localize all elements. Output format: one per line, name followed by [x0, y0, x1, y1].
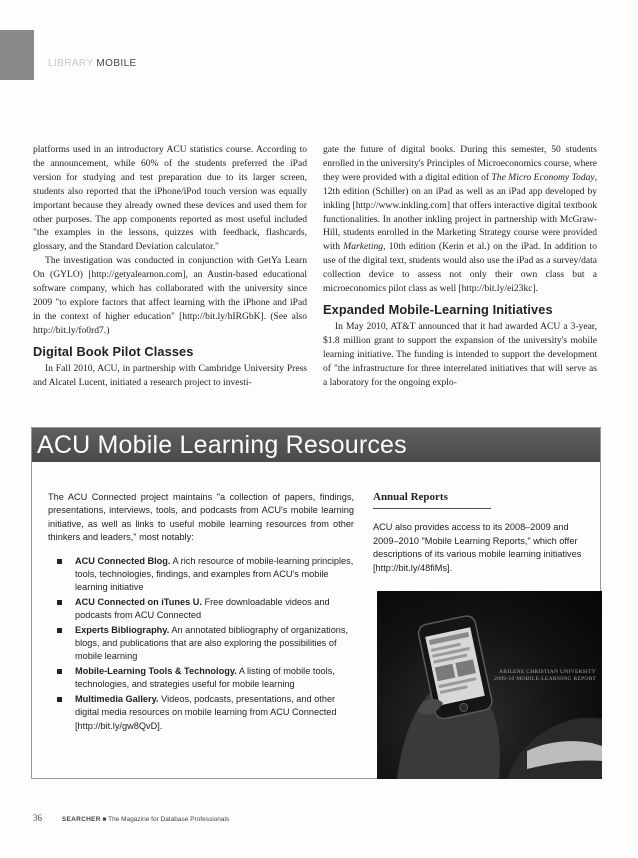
running-head — [48, 58, 137, 69]
list-item: Multimedia Gallery. Videos, podcasts, presentations, and other digital media resources on mobile learning from ACU Connected [http://bit.ly/gw8QvD]. — [75, 693, 354, 733]
list-item: Mobile-Learning Tools & Technology. A listing of mobile tools, technologies, and strategies useful for mobile learning — [75, 665, 354, 692]
annual-reports-text: ACU also provides access to its 2008–2009 and 2009–2010 "Mobile Learning Reports," which offer descriptions of its various mobile learning initiatives [http://bit.ly/48fiMs]. — [373, 522, 582, 573]
page-footer — [33, 813, 229, 823]
section-tab-marker — [0, 30, 34, 80]
annual-reports — [373, 491, 585, 575]
list-item: Experts Bibliography. An annotated bibliography of organizations, blogs, and publications that are also exploring the possibilities of mobile learning — [75, 624, 354, 664]
list-item: ACU Connected Blog. A rich resource of mobile-learning principles, tools, technologies, findings, and examples from ACU's mobile learning initiative — [75, 555, 354, 595]
paragraph: gate the future of digital books. During this semester, 50 students enrolled in the university's Principles of Microeconomics course, where they were provided with a digital edition of The Micro Economy Today, 12th edition (Schiller) on an iPad as well as an iPad app developed by inkling [http://www.inkling.com] that offers interactive digital textbook functionalities. In another inkling project in partnership with McGraw-Hill, students enrolled in the Marketing Strategy course were provided with Marketing, 10th edition (Kerin et al.) on the iPad. In addition to use of the digital text, students would also use the iPad as a survey/data collection device to assess not only their own class but a microeconomics pilot class as well [http://bit.ly/ei23kc]. — [323, 144, 597, 295]
resource-list — [48, 555, 354, 733]
sidebar-title: ACU Mobile Learning Resources — [32, 428, 600, 462]
report-photo — [377, 591, 602, 779]
paragraph: In May 2010, AT&T announced that it had awarded ACU a 3-year, $1.8 million grant to support the expansion of the university's mobile learning initiative. The funding is intended to support the development of "the infrastructure for three interrelated initiatives that will serve as a laboratory for the ongoing explo- — [323, 320, 597, 388]
photo-caption: ABILENE CHRISTIAN UNIVERSITY 2009-10 MOBILE-LEARNING REPORT — [494, 669, 596, 682]
magazine-tagline: The Magazine for Database Professionals — [108, 816, 230, 823]
sidebar-box — [31, 427, 601, 779]
page-number: 36 — [33, 813, 42, 823]
running-head-section: MOBILE — [96, 58, 137, 69]
book-title: The Micro Economy Today — [491, 171, 595, 183]
paragraph: The investigation was conducted in conjunction with GetYa Learn On (GYLO) [http://getyalearnon.com], an Austin-based educational software company, which has collaborated with the university since 2009 "to explore factors that affect learning with the iPhone and iPad in the context of higher education" [http://bit.ly/hIRGbK]. (See also http://bit.ly/fo0rd7.) — [33, 255, 307, 336]
paragraph: In Fall 2010, ACU, in partnership with Cambridge University Press and Alcatel Lucent, initiated a research project to investi- — [33, 362, 307, 388]
list-item: ACU Connected on iTunes U. Free downloadable videos and podcasts from ACU Connected — [75, 596, 354, 623]
hand-holding-phone-illustration — [377, 591, 602, 779]
magazine-name: SEARCHER — [61, 816, 101, 823]
article-column-right — [323, 143, 597, 389]
running-head-library: LIBRARY — [48, 58, 94, 69]
paragraph: platforms used in an introductory ACU statistics course. According to the announcement, while 60% of the students preferred the iPad version for studying and test preparation due to its larger screen, students also reported that the iPhone/iPod touch version was equally important because they already owned these devices and used them for other purposes. The app components reported as most useful included "the examples in the lessons, quizzes with feedback, flashcards, glossary, and the Standard Deviation calculator." — [33, 144, 307, 253]
footer-separator: ■ — [102, 816, 107, 823]
book-title: Marketing — [343, 241, 384, 253]
article-column-left — [33, 143, 307, 389]
sidebar-intro: The ACU Connected project maintains "a collection of papers, findings, presentations, interviews, tools, and podcasts from ACU's mobile learning initiative, as well as links to useful mobile learning resources from other thinkers and leaders," most notably: — [48, 492, 354, 543]
section-heading: Expanded Mobile-Learning Initiatives — [323, 301, 553, 317]
section-heading: Digital Book Pilot Classes — [33, 343, 194, 359]
annual-reports-heading: Annual Reports — [373, 491, 491, 509]
sidebar-resources — [48, 491, 354, 734]
